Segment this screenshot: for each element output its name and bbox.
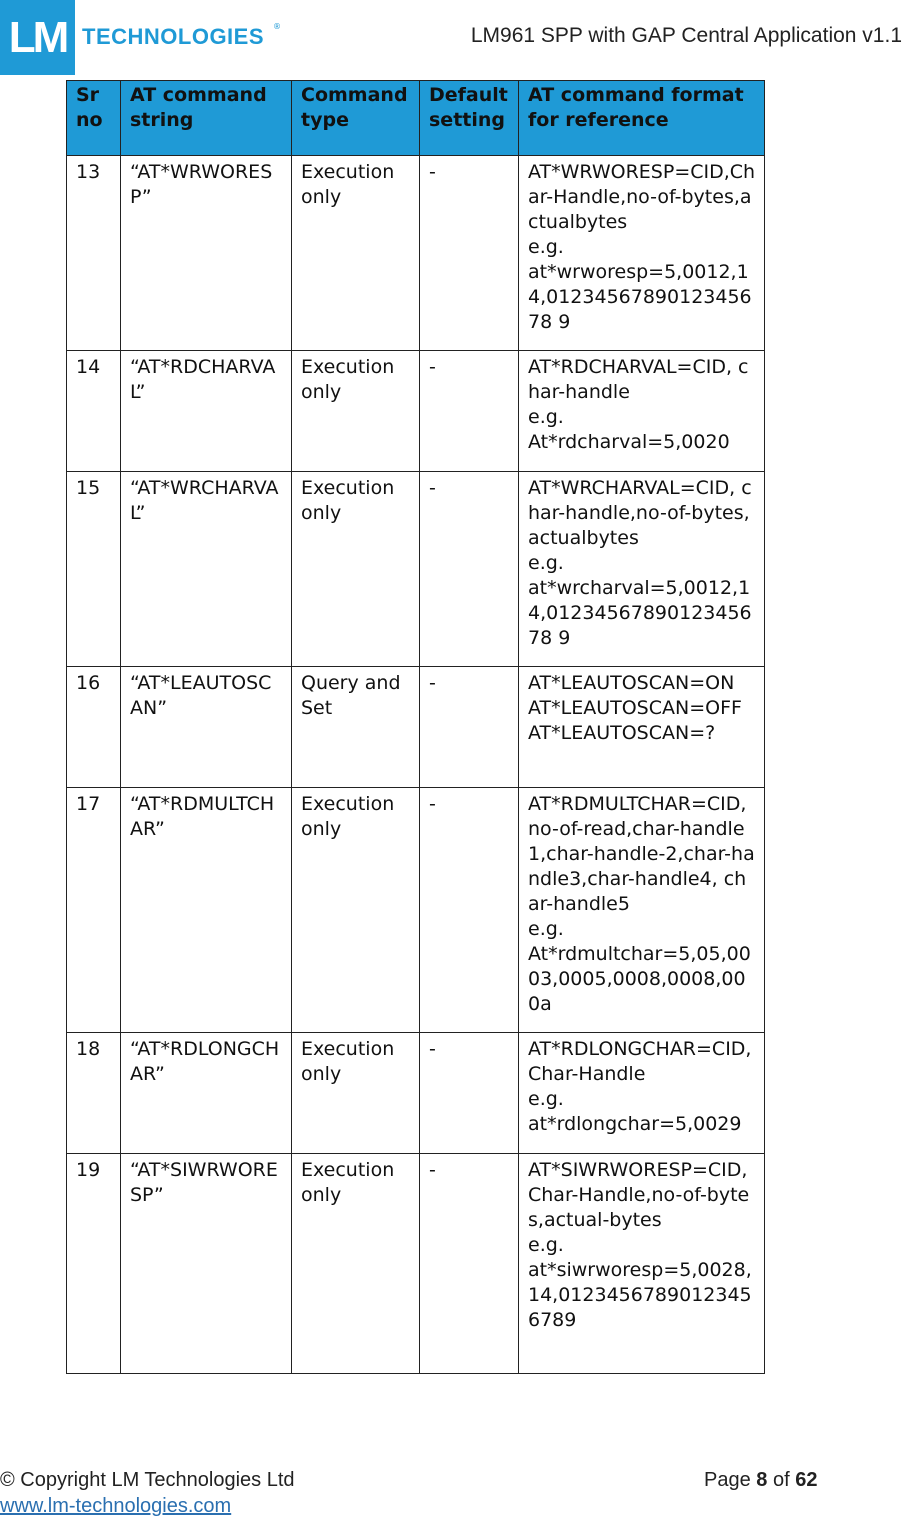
document-title: LM961 SPP with GAP Central Application v1.1 xyxy=(470,24,902,47)
cell-type: Execution only xyxy=(292,351,420,472)
table-row xyxy=(67,156,765,351)
cell-type: Execution only xyxy=(292,788,420,1033)
format-eg: e.g. xyxy=(528,552,564,574)
page-of: of xyxy=(772,1469,790,1491)
cell-default: - xyxy=(420,1154,519,1374)
format-eg: e.g. xyxy=(528,918,564,940)
logo-wordmark: TECHNOLOGIES xyxy=(82,24,265,49)
page-current: 8 xyxy=(756,1469,768,1491)
cell-format xyxy=(519,788,765,1033)
format-syntax: AT*WRWORESP=CID,Char-Handle,no-of-bytes,actualbytes xyxy=(528,161,756,233)
table-row xyxy=(67,788,765,1033)
cell-sr: 14 xyxy=(67,351,121,472)
format-syntax: AT*RDLONGCHAR=CID,Char-Handle xyxy=(528,1038,752,1085)
format-eg: e.g. xyxy=(528,1234,564,1256)
format-syntax-off: AT*LEAUTOSCAN=OFF xyxy=(528,697,742,719)
header-command-format: AT command format for reference xyxy=(519,81,765,156)
cell-command: “AT*WRWORESP” xyxy=(121,156,292,351)
format-syntax-query: AT*LEAUTOSCAN=? xyxy=(528,722,716,744)
logo-mark: LM xyxy=(8,12,67,62)
page-prefix: Page xyxy=(704,1469,751,1491)
cell-type: Execution only xyxy=(292,1154,420,1374)
cell-default: - xyxy=(420,472,519,667)
cell-command: “AT*RDLONGCHAR” xyxy=(121,1033,292,1154)
header-at-command-string: AT command string xyxy=(121,81,292,156)
cell-format xyxy=(519,351,765,472)
page-number xyxy=(704,1469,817,1492)
format-syntax: AT*RDCHARVAL=CID, char-handle xyxy=(528,356,749,403)
format-eg: e.g. xyxy=(528,1088,564,1110)
cell-format xyxy=(519,472,765,667)
cell-default: - xyxy=(420,667,519,788)
table-row xyxy=(67,667,765,788)
cell-format xyxy=(519,1154,765,1374)
cell-command: “AT*WRCHARVAL” xyxy=(121,472,292,667)
cell-sr: 15 xyxy=(67,472,121,667)
cell-type: Execution only xyxy=(292,1033,420,1154)
cell-default: - xyxy=(420,1033,519,1154)
format-example: At*rdmultchar=5,05,0003,0005,0008,0008,000a xyxy=(528,943,751,1015)
format-syntax: AT*RDMULTCHAR=CID,no-of-read,char-handle1,char-handle-2,char-handle3,char-handle4, char-handle5 xyxy=(528,793,755,915)
copyright-notice: © Copyright LM Technologies Ltd xyxy=(0,1469,295,1491)
table-row xyxy=(67,1033,765,1154)
format-example: At*rdcharval=5,0020 xyxy=(528,431,730,453)
website-link[interactable]: www.lm-technologies.com xyxy=(0,1495,232,1517)
header-command-type: Command type xyxy=(292,81,420,156)
at-command-table xyxy=(66,80,765,1374)
format-syntax-on: AT*LEAUTOSCAN=ON xyxy=(528,672,735,694)
format-example: at*rdlongchar=5,0029 xyxy=(528,1113,742,1135)
cell-format xyxy=(519,156,765,351)
company-logo xyxy=(0,0,75,75)
format-syntax: AT*WRCHARVAL=CID, char-handle,no-of-bytes,actualbytes xyxy=(528,477,752,549)
format-example: at*wrcharval=5,0012,14,0123456789012345678 9 xyxy=(528,577,752,649)
table-header-row xyxy=(67,81,765,156)
cell-command: “AT*LEAUTOSCAN” xyxy=(121,667,292,788)
cell-sr: 19 xyxy=(67,1154,121,1374)
cell-command: “AT*RDCHARVAL” xyxy=(121,351,292,472)
cell-format xyxy=(519,1033,765,1154)
format-syntax: AT*SIWRWORESP=CID,Char-Handle,no-of-bytes,actual-bytes xyxy=(528,1159,750,1231)
cell-default: - xyxy=(420,788,519,1033)
registered-mark: ® xyxy=(273,22,281,31)
cell-sr: 18 xyxy=(67,1033,121,1154)
table-row xyxy=(67,1154,765,1374)
cell-type: Execution only xyxy=(292,156,420,351)
cell-default: - xyxy=(420,156,519,351)
cell-command: “AT*RDMULTCHAR” xyxy=(121,788,292,1033)
cell-sr: 13 xyxy=(67,156,121,351)
cell-type: Execution only xyxy=(292,472,420,667)
format-example: at*wrworesp=5,0012,14,0123456789012345678 9 xyxy=(528,261,752,333)
format-example: at*siwrworesp=5,0028,14,0123456789012345 6789 xyxy=(528,1259,752,1331)
cell-command: “AT*SIWRWORESP” xyxy=(121,1154,292,1374)
header-sr-no: Sr no xyxy=(67,81,121,156)
format-eg: e.g. xyxy=(528,406,564,428)
header-default-setting: Default setting xyxy=(420,81,519,156)
table-row xyxy=(67,472,765,667)
cell-format xyxy=(519,667,765,788)
cell-type: Query and Set xyxy=(292,667,420,788)
page-total: 62 xyxy=(795,1469,818,1491)
cell-default: - xyxy=(420,351,519,472)
table-row xyxy=(67,351,765,472)
cell-sr: 16 xyxy=(67,667,121,788)
format-eg: e.g. xyxy=(528,236,564,258)
cell-sr: 17 xyxy=(67,788,121,1033)
